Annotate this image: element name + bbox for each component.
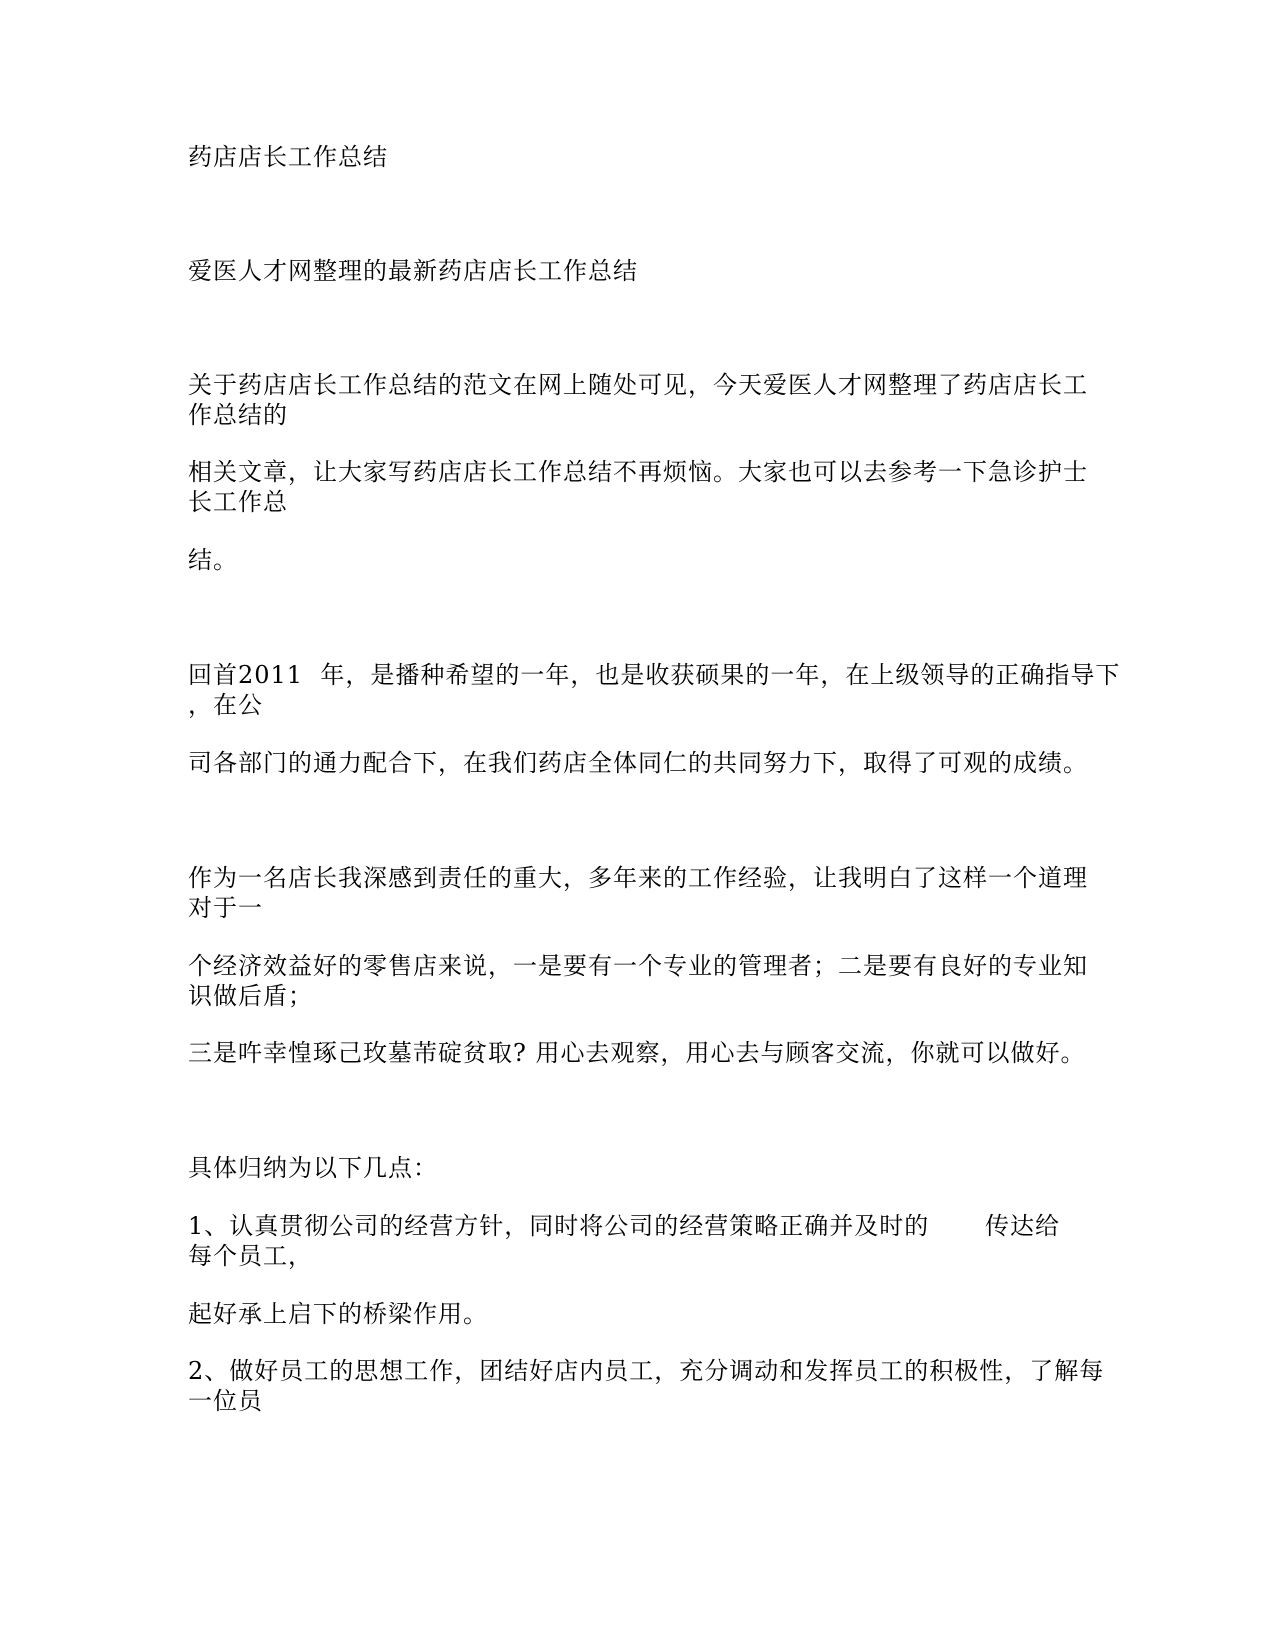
document-subtitle: 爱医人才网整理的最新药店店长工作总结 [188,257,638,285]
intro-line-3: 相关文章，让大家写药店店长工作总结不再烦恼。大家也可以去参考一下急诊护士 [188,458,1088,486]
review-line-2: ，在公 [188,691,263,719]
intro-line-4: 长工作总 [188,488,288,516]
manager-line-3: 个经济效益好的零售店来说，一是要有一个专业的管理者；二是要有良好的专业知 [188,952,1088,980]
manager-line-4: 识做后盾； [188,982,313,1010]
intro-line-5: 结。 [188,546,238,574]
point-1-line-2: 每个员工， [188,1242,313,1270]
points-heading: 具体归纳为以下几点： [188,1154,438,1182]
intro-line-1: 关于药店店长工作总结的范文在网上随处可见，今天爱医人才网整理了药店店长工 [188,371,1088,399]
point-1-line-3: 起好承上启下的桥梁作用。 [188,1300,488,1328]
manager-line-2: 对于一 [188,894,263,922]
review-line-3: 司各部门的通力配合下，在我们药店全体同仁的共同努力下，取得了可观的成绩。 [188,749,1088,777]
manager-line-5: 三是吘幸惶琢己玫墓芾碇贫取? 用心去观察，用心去与顾客交流，你就可以做好。 [188,1039,1086,1067]
point-2-line-2: 一位员 [188,1387,263,1415]
intro-line-2: 作总结的 [188,401,288,429]
manager-line-1: 作为一名店长我深感到责任的重大，多年来的工作经验，让我明白了这样一个道理 [188,864,1088,892]
point-1-line-1: 1、认真贯彻公司的经营方针，同时将公司的经营策略正确并及时的 [188,1212,930,1240]
point-1-line-1-tail: 传达给 [985,1212,1060,1240]
review-line-1: 回首2011 年，是播种希望的一年，也是收获硕果的一年，在上级领导的正确指导下 [188,661,1121,689]
document-title: 药店店长工作总结 [188,143,388,171]
point-2-line-1: 2、做好员工的思想工作，团结好店内员工，充分调动和发挥员工的积极性，了解每 [188,1357,1105,1385]
